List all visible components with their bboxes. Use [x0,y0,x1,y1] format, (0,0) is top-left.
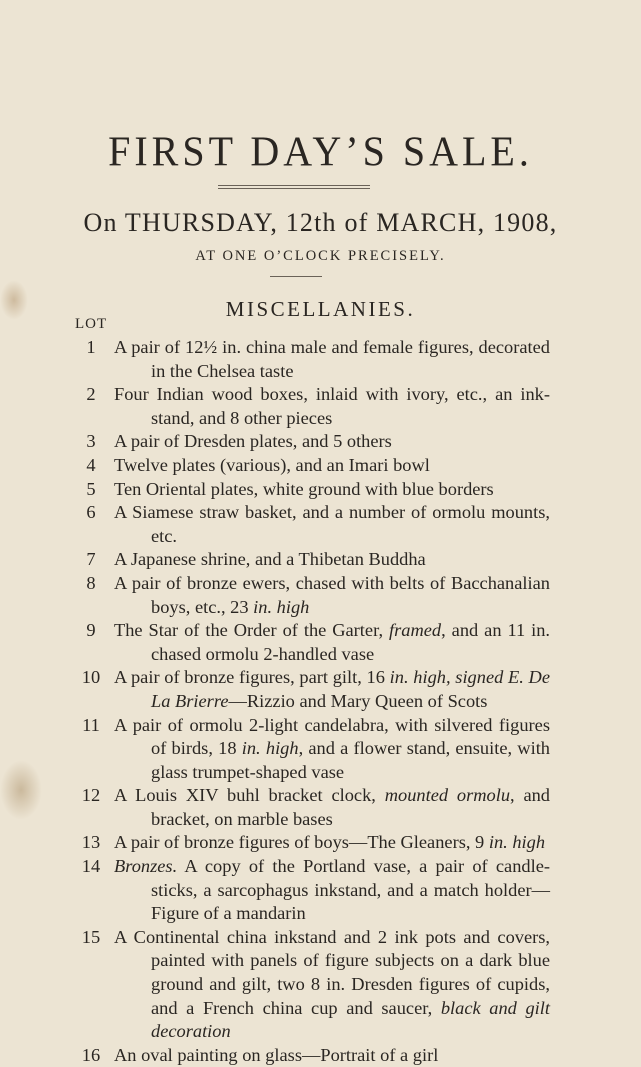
lot-entry [0,454,641,478]
lot-description: A Siamese straw basket, and a number of ormolu mounts, etc. [114,502,550,546]
short-rule [270,276,322,277]
lot-description: A Continental china inkstand and 2 ink pots and covers, painted with panels of figure subjects on a dark blue ground and gilt, two 8 in. Dresden figures of cupids, and a French china cup and saucer, black and gilt decoration [114,926,550,1042]
lot-list [0,336,641,1067]
lot-number: 1 [86,337,96,357]
double-rule [218,185,370,189]
lot-description: A pair of bronze figures, part gilt, 16 in. high, signed E. De La Brierre—Rizzio and Mary Queen of Scots [114,667,550,711]
lot-text-main: A pair of bronze ewers, chased with belts of Bacchanalian boys, etc., 23 [114,572,550,617]
lot-number: 2 [86,384,96,405]
lot-description [114,572,550,619]
section-title: MISCELLANIES. [225,297,416,321]
lot-entry [0,572,641,619]
lot-description: A Japanese shrine, and a Thibetan Buddha [114,549,426,570]
lot-number: 14 [81,856,101,877]
lot-entry [0,619,641,666]
lot-description: A pair of Dresden plates, and 5 others [114,431,392,452]
lot-description: A pair of ormolu 2-light candelabra, with silvered figures of birds, 18 in. high, and a flower stand, ensuite, with glass trumpet-shaped vase [114,714,550,782]
lot-description: A Louis XIV buhl bracket clock, mounted ormolu, and bracket, on marble bases [114,785,550,829]
lot-entry [0,478,641,502]
lot-number: 10 [81,667,101,688]
lot-text-italic: in. high [253,596,310,617]
lot-description: A pair of 12½ in. china male and female figures, decorated in the Chelsea taste [114,337,550,381]
lot-description: An oval painting on glass—Portrait of a girl [114,1044,439,1065]
lot-entry [0,831,641,855]
lot-number: 15 [81,926,101,947]
lot-entry [0,784,641,831]
lot-number: 16 [81,1044,101,1065]
page-heading: FIRST DAY’S SALE. [108,127,533,176]
lot-entry [0,336,641,383]
lot-number: 11 [82,714,100,735]
lot-number: 6 [86,502,96,523]
lot-entry [0,714,641,785]
lot-number: 8 [86,572,96,593]
sale-time: AT ONE O’CLOCK PRECISELY. [195,248,446,264]
lot-entry [0,548,641,572]
lot-number: 9 [86,620,96,641]
lot-entry [0,855,641,926]
lot-entry [0,666,641,713]
lot-description: Four Indian wood boxes, inlaid with ivory, etc., an ink-stand, and 8 other pieces [114,384,550,428]
lot-number: 4 [86,454,96,475]
lot-entry [0,1044,641,1067]
lot-description: Twelve plates (various), and an Imari bowl [114,454,430,475]
lot-entry [0,383,641,430]
sale-dateline: On THURSDAY, 12th of MARCH, 1908, [83,208,558,237]
lot-number: 12 [81,785,101,806]
lot-description: The Star of the Order of the Garter, framed, and an 11 in. chased ormolu 2-handled vase [114,620,550,664]
lot-number: 7 [86,549,96,570]
lot-number: 13 [81,832,101,853]
lot-description: Ten Oriental plates, white ground with blue borders [114,478,494,499]
lot-column-label: LOT [75,316,108,332]
lot-description: A pair of bronze figures of boys—The Gleaners, 9 in. high [114,832,546,853]
lot-number: 3 [86,431,96,452]
lot-entry [0,430,641,454]
lot-entry [0,501,641,548]
lot-entry [0,926,641,1044]
lot-number: 5 [86,478,96,499]
lot-description: Bronzes. A copy of the Portland vase, a pair of candle-sticks, a sarcophagus inkstand, and a match holder—Figure of a mandarin [114,856,550,924]
